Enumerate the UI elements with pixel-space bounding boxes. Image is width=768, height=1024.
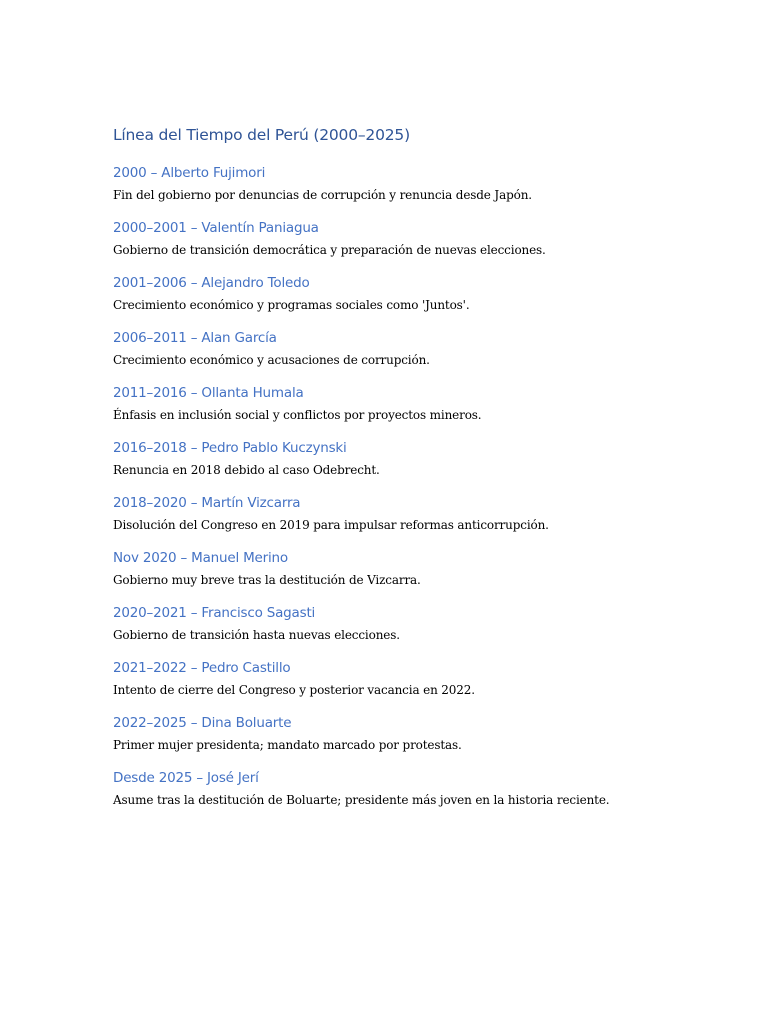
entry-description: Gobierno muy breve tras la destitución de Vizcarra.: [113, 573, 421, 587]
timeline-entry: [113, 602, 713, 646]
entry-description: Asume tras la destitución de Boluarte; presidente más joven en la historia reciente.: [113, 793, 610, 807]
entry-description: Intento de cierre del Congreso y posterior vacancia en 2022.: [113, 683, 475, 697]
entry-heading: 2000–2001 – Valentín Paniagua: [113, 220, 319, 236]
timeline-entry: [113, 327, 713, 371]
timeline-entry: [113, 217, 713, 261]
entry-heading: 2016–2018 – Pedro Pablo Kuczynski: [113, 440, 347, 456]
entry-description: Disolución del Congreso en 2019 para impulsar reformas anticorrupción.: [113, 518, 549, 532]
entry-description: Fin del gobierno por denuncias de corrupción y renuncia desde Japón.: [113, 188, 532, 202]
entry-description: Primer mujer presidenta; mandato marcado por protestas.: [113, 738, 462, 752]
entry-description: Crecimiento económico y acusaciones de corrupción.: [113, 353, 430, 367]
entry-description: Renuncia en 2018 debido al caso Odebrecht.: [113, 463, 380, 477]
timeline-entry: [113, 272, 713, 316]
timeline-entry: [113, 492, 713, 536]
entry-heading: 2006–2011 – Alan García: [113, 330, 277, 346]
entry-description: Crecimiento económico y programas sociales como 'Juntos'.: [113, 298, 470, 312]
entry-heading: 2000 – Alberto Fujimori: [113, 165, 266, 181]
entry-heading: 2001–2006 – Alejandro Toledo: [113, 275, 310, 291]
timeline-entry: [113, 767, 713, 811]
entry-heading: 2018–2020 – Martín Vizcarra: [113, 495, 301, 511]
timeline-entry: [113, 547, 713, 591]
entry-description: Énfasis en inclusión social y conflictos por proyectos mineros.: [113, 408, 482, 422]
timeline-entry: [113, 657, 713, 701]
entry-heading: 2022–2025 – Dina Boluarte: [113, 715, 292, 731]
timeline-entry: [113, 382, 713, 426]
timeline-entry: [113, 712, 713, 756]
entry-heading: 2021–2022 – Pedro Castillo: [113, 660, 291, 676]
entry-heading: Desde 2025 – José Jerí: [113, 770, 259, 786]
timeline-entry: [113, 162, 713, 206]
entry-description: Gobierno de transición democrática y preparación de nuevas elecciones.: [113, 243, 546, 257]
timeline-entry: [113, 437, 713, 481]
document-page: [113, 122, 713, 822]
entry-description: Gobierno de transición hasta nuevas elecciones.: [113, 628, 400, 642]
entry-heading: Nov 2020 – Manuel Merino: [113, 550, 288, 566]
entry-heading: 2020–2021 – Francisco Sagasti: [113, 605, 316, 621]
entry-heading: 2011–2016 – Ollanta Humala: [113, 385, 304, 401]
page-title: Línea del Tiempo del Perú (2000–2025): [113, 126, 410, 144]
